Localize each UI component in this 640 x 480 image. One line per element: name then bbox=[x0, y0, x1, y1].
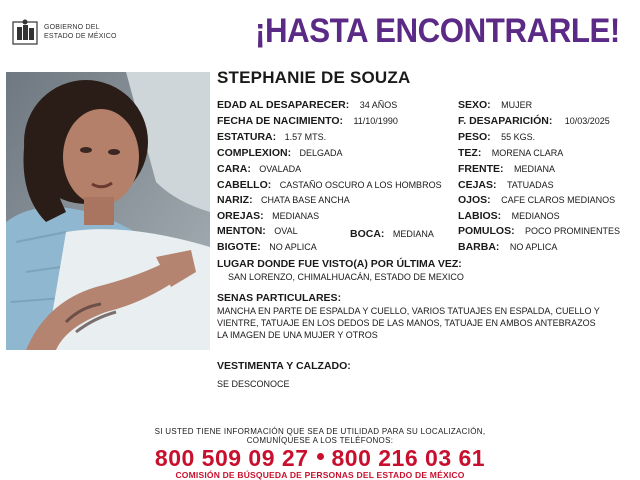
field-value: CAFE CLAROS MEDIANOS bbox=[501, 195, 616, 205]
field-value: MEDIANOS bbox=[511, 211, 560, 221]
field-label: PESO: bbox=[458, 131, 491, 143]
phone-number-2[interactable]: 800 216 03 61 bbox=[331, 445, 486, 471]
field-label: NARIZ: bbox=[217, 194, 253, 206]
field-value: 55 KGS. bbox=[501, 132, 536, 142]
field-value: 34 AÑOS bbox=[359, 100, 398, 110]
field-label: BIGOTE: bbox=[217, 241, 261, 253]
field-value: OVALADA bbox=[259, 164, 302, 174]
photo-illustration bbox=[6, 72, 210, 350]
field-label: CABELLO: bbox=[217, 179, 272, 191]
field-label: ESTATURA: bbox=[217, 131, 277, 143]
field-value: TATUADAS bbox=[506, 180, 554, 190]
phone-numbers bbox=[0, 445, 640, 472]
field-label: CEJAS: bbox=[458, 179, 497, 191]
phone-number-1[interactable]: 800 509 09 27 bbox=[154, 445, 309, 471]
field-barba bbox=[458, 237, 557, 255]
field-value: NO APLICA bbox=[269, 242, 317, 252]
field-value: 1.57 MTS. bbox=[284, 132, 327, 142]
field-label: FECHA DE NACIMIENTO: bbox=[217, 115, 343, 127]
contact-note-line2: COMUNÍQUESE A LOS TELÉFONOS: bbox=[246, 436, 394, 445]
field-value: DELGADA bbox=[299, 148, 343, 158]
field-label: CARA: bbox=[217, 163, 251, 175]
contact-note-line1: SI USTED TIENE INFORMACIÓN QUE SEA DE UTILIDAD PARA SU LOCALIZACIÓN, bbox=[154, 427, 486, 436]
field-value: CHATA BASE ANCHA bbox=[261, 195, 350, 205]
field-value: OVAL bbox=[274, 226, 298, 236]
government-logo bbox=[10, 18, 120, 48]
field-label: FRENTE: bbox=[458, 163, 504, 175]
section-value: MANCHA EN PARTE DE ESPALDA Y CUELLO, VARIOS TATUAJES EN ESPALDA, CUELLO Y bbox=[217, 306, 600, 316]
field-value: MEDIANA bbox=[513, 164, 555, 174]
separator-dot-icon bbox=[317, 453, 324, 460]
field-value: NO APLICA bbox=[509, 242, 558, 252]
person-name: STEPHANIE DE SOUZA bbox=[217, 68, 411, 87]
field-label: POMULOS: bbox=[458, 225, 515, 237]
section-value: LA IMAGEN DE UNA MUJER Y OTROS bbox=[217, 330, 378, 340]
field-value: MUJER bbox=[501, 100, 533, 110]
last-seen-location bbox=[228, 267, 464, 285]
marks-line-3 bbox=[217, 325, 378, 343]
commission-name: COMISIÓN DE BÚSQUEDA DE PERSONAS DEL ESTADO DE MÉXICO bbox=[175, 470, 465, 480]
field-label: F. DESAPARICIÓN: bbox=[458, 115, 553, 127]
field-value: 11/10/1990 bbox=[353, 116, 398, 126]
field-value: POCO PROMINENTES bbox=[525, 226, 621, 236]
field-value: 10/03/2025 bbox=[564, 116, 610, 126]
headline: ¡HASTA ENCONTRARLE! bbox=[255, 12, 620, 50]
field-label: EDAD AL DESAPARECER: bbox=[217, 99, 350, 111]
government-name-line2: ESTADO DE MÉXICO bbox=[44, 33, 117, 40]
field-value: MORENA CLARA bbox=[491, 148, 564, 158]
section-label: LUGAR DONDE FUE VISTO(A) POR ÚLTIMA VEZ: bbox=[217, 258, 462, 270]
field-label: BOCA: bbox=[350, 228, 385, 240]
field-label: COMPLEXION: bbox=[217, 147, 292, 159]
field-bigote bbox=[217, 237, 317, 255]
section-value: SE DESCONOCE bbox=[217, 379, 290, 389]
missing-person-photo bbox=[6, 72, 210, 350]
section-label: VESTIMENTA Y CALZADO: bbox=[217, 360, 351, 372]
field-label: SEXO: bbox=[458, 99, 491, 111]
field-value: MEDIANA bbox=[392, 229, 434, 239]
clothing-heading bbox=[217, 356, 351, 374]
field-label: TEZ: bbox=[458, 147, 482, 159]
clothing-value bbox=[217, 374, 290, 392]
government-name-line1: GOBIERNO DEL bbox=[44, 24, 100, 31]
field-label: OREJAS: bbox=[217, 210, 264, 222]
field-boca bbox=[350, 224, 434, 242]
field-label: LABIOS: bbox=[458, 210, 502, 222]
field-label: BARBA: bbox=[458, 241, 500, 253]
section-value: VIENTRE, TATUAJE EN LOS DEDOS DE LAS MANOS, TATUAJE EN AMBOS ANTEBRAZOS bbox=[217, 318, 596, 328]
field-value: MEDIANAS bbox=[272, 211, 320, 221]
field-label: MENTON: bbox=[217, 225, 266, 237]
field-label: OJOS: bbox=[458, 194, 491, 206]
field-value: CASTAÑO OSCURO A LOS HOMBROS bbox=[279, 180, 442, 190]
section-label: SENAS PARTICULARES: bbox=[217, 292, 342, 304]
state-seal-icon bbox=[10, 18, 40, 48]
section-value: SAN LORENZO, CHIMALHUACÁN, ESTADO DE MEXICO bbox=[228, 272, 464, 282]
